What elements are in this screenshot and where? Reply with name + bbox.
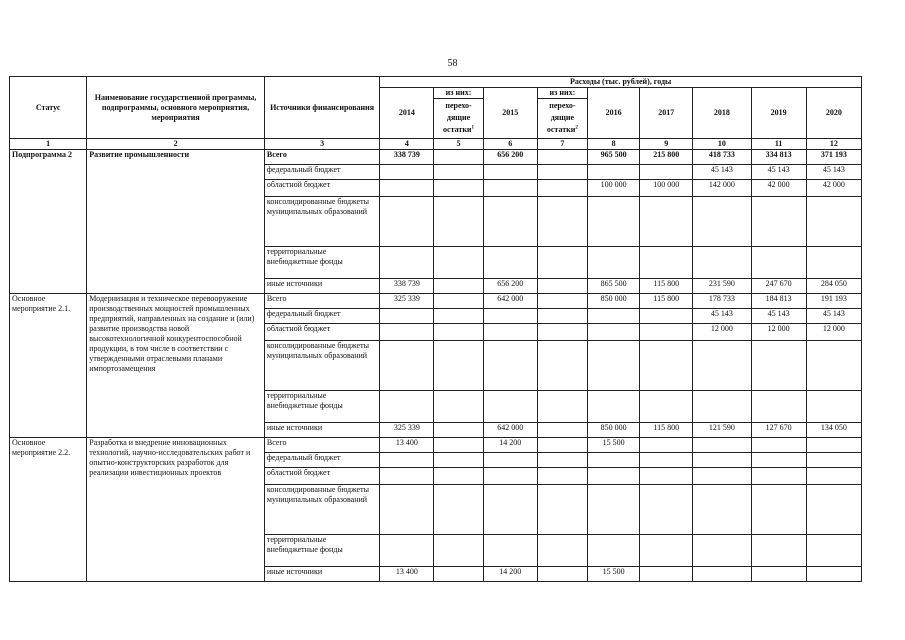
value-cell: 115 800 (640, 294, 693, 309)
value-cell (380, 247, 434, 279)
header-year-2020: 2020 (806, 88, 861, 139)
row-source: консолидированные бюджеты муниципальных образований (264, 341, 379, 391)
value-cell: 13 400 (380, 438, 434, 453)
value-cell (640, 485, 693, 535)
header-name: Наименование государственной программы, подпрограммы, основного мероприятия, мероприятия (87, 77, 265, 139)
row-name: Разработка и внедрение инновационных технологий, научно-исследовательских работ и опытно-конструкторских разработок для реализации инвестиционных проектов (87, 438, 265, 582)
value-cell: 134 050 (806, 423, 861, 438)
value-cell (537, 165, 587, 180)
column-number: 10 (693, 139, 751, 150)
value-cell: 231 590 (693, 279, 751, 294)
value-cell: 334 813 (751, 150, 806, 165)
value-cell (483, 309, 537, 324)
value-cell (751, 197, 806, 247)
carry-over-2-text: перехо-дящие остатки (546, 101, 576, 134)
value-cell (434, 567, 483, 582)
value-cell (483, 324, 537, 341)
value-cell (434, 468, 483, 485)
value-cell: 45 143 (806, 309, 861, 324)
row-source: федеральный бюджет (264, 165, 379, 180)
value-cell (640, 247, 693, 279)
value-cell (380, 324, 434, 341)
value-cell: 656 200 (483, 279, 537, 294)
row-source: территориальные внебюджетные фонды (264, 535, 379, 567)
value-cell (434, 438, 483, 453)
value-cell: 338 739 (380, 279, 434, 294)
value-cell: 45 143 (751, 165, 806, 180)
value-cell: 865 500 (587, 279, 639, 294)
value-cell (483, 165, 537, 180)
footnote-2-mark: 2 (575, 125, 578, 131)
value-cell (693, 567, 751, 582)
value-cell (806, 391, 861, 423)
row-source: иные источники (264, 423, 379, 438)
value-cell: 100 000 (640, 180, 693, 197)
value-cell (751, 247, 806, 279)
value-cell (483, 391, 537, 423)
value-cell: 15 500 (587, 567, 639, 582)
value-cell (537, 423, 587, 438)
value-cell (587, 309, 639, 324)
value-cell: 371 193 (806, 150, 861, 165)
row-source: федеральный бюджет (264, 309, 379, 324)
value-cell (640, 341, 693, 391)
value-cell: 100 000 (587, 180, 639, 197)
row-source: консолидированные бюджеты муниципальных образований (264, 197, 379, 247)
value-cell: 13 400 (380, 567, 434, 582)
value-cell: 325 339 (380, 423, 434, 438)
value-cell (537, 150, 587, 165)
value-cell (434, 453, 483, 468)
value-cell (693, 197, 751, 247)
value-cell: 42 000 (806, 180, 861, 197)
row-source: консолидированные бюджеты муниципальных образований (264, 485, 379, 535)
value-cell (587, 324, 639, 341)
value-cell (380, 197, 434, 247)
row-source: областной бюджет (264, 324, 379, 341)
value-cell: 12 000 (806, 324, 861, 341)
value-cell (751, 468, 806, 485)
value-cell: 12 000 (693, 324, 751, 341)
table-row (10, 294, 862, 309)
value-cell (434, 197, 483, 247)
value-cell (434, 341, 483, 391)
header-expenses: Расходы (тыс. рублей), годы (380, 77, 862, 88)
value-cell (483, 247, 537, 279)
page-number: 58 (447, 58, 458, 69)
row-name: Развитие промышленности (87, 150, 265, 294)
value-cell (587, 468, 639, 485)
value-cell (434, 485, 483, 535)
value-cell (751, 391, 806, 423)
value-cell (640, 391, 693, 423)
value-cell: 115 800 (640, 279, 693, 294)
value-cell (537, 468, 587, 485)
value-cell: 418 733 (693, 150, 751, 165)
value-cell (537, 391, 587, 423)
value-cell: 45 143 (693, 309, 751, 324)
row-source: Всего (264, 438, 379, 453)
value-cell (537, 324, 587, 341)
value-cell (751, 567, 806, 582)
value-cell: 45 143 (806, 165, 861, 180)
value-cell (434, 180, 483, 197)
value-cell (537, 535, 587, 567)
value-cell (380, 453, 434, 468)
value-cell (380, 341, 434, 391)
value-cell (434, 150, 483, 165)
value-cell (537, 485, 587, 535)
header-of-them-2: из них: (537, 88, 587, 99)
row-source: областной бюджет (264, 468, 379, 485)
value-cell (483, 453, 537, 468)
value-cell (380, 535, 434, 567)
value-cell (693, 391, 751, 423)
row-source: областной бюджет (264, 180, 379, 197)
column-number: 6 (483, 139, 537, 150)
value-cell (751, 535, 806, 567)
value-cell (751, 438, 806, 453)
header-carry-over-2 (537, 99, 587, 139)
value-cell (693, 468, 751, 485)
row-status: Основное мероприятие 2.2. (10, 438, 87, 582)
value-cell (380, 180, 434, 197)
value-cell (380, 468, 434, 485)
value-cell (380, 309, 434, 324)
value-cell: 121 590 (693, 423, 751, 438)
value-cell: 14 200 (483, 567, 537, 582)
row-source: Всего (264, 150, 379, 165)
value-cell: 850 000 (587, 294, 639, 309)
value-cell: 15 500 (587, 438, 639, 453)
row-source: иные источники (264, 279, 379, 294)
value-cell (640, 438, 693, 453)
value-cell: 178 733 (693, 294, 751, 309)
value-cell (380, 165, 434, 180)
value-cell (587, 391, 639, 423)
column-number: 3 (264, 139, 379, 150)
value-cell (434, 324, 483, 341)
value-cell (537, 247, 587, 279)
value-cell (587, 535, 639, 567)
table-body (10, 150, 862, 582)
value-cell (483, 341, 537, 391)
value-cell (434, 309, 483, 324)
value-cell (537, 180, 587, 197)
column-number: 1 (10, 139, 87, 150)
column-number: 8 (587, 139, 639, 150)
header-year-2019: 2019 (751, 88, 806, 139)
column-number: 7 (537, 139, 587, 150)
value-cell (483, 468, 537, 485)
value-cell (640, 453, 693, 468)
value-cell (434, 165, 483, 180)
row-source: Всего (264, 294, 379, 309)
column-number-row (10, 139, 862, 150)
value-cell (751, 453, 806, 468)
value-cell: 656 200 (483, 150, 537, 165)
value-cell (537, 294, 587, 309)
value-cell (483, 197, 537, 247)
value-cell (806, 247, 861, 279)
value-cell (537, 309, 587, 324)
header-year-2018: 2018 (693, 88, 751, 139)
value-cell (537, 279, 587, 294)
value-cell: 42 000 (751, 180, 806, 197)
value-cell (434, 391, 483, 423)
value-cell (806, 535, 861, 567)
value-cell: 325 339 (380, 294, 434, 309)
value-cell: 850 000 (587, 423, 639, 438)
value-cell (483, 180, 537, 197)
value-cell (751, 341, 806, 391)
value-cell (640, 324, 693, 341)
value-cell (434, 535, 483, 567)
row-status: Подпрограмма 2 (10, 150, 87, 294)
header-carry-over-1 (434, 99, 483, 139)
value-cell (806, 197, 861, 247)
value-cell (806, 485, 861, 535)
header-year-2015: 2015 (483, 88, 537, 139)
carry-over-1-text: перехо-дящие остатки (443, 101, 472, 134)
header-year-2017: 2017 (640, 88, 693, 139)
column-number: 4 (380, 139, 434, 150)
value-cell: 215 800 (640, 150, 693, 165)
value-cell: 191 193 (806, 294, 861, 309)
row-source: территориальные внебюджетные фонды (264, 247, 379, 279)
value-cell (693, 485, 751, 535)
column-number: 2 (87, 139, 265, 150)
value-cell (693, 438, 751, 453)
value-cell (537, 197, 587, 247)
value-cell (537, 341, 587, 391)
value-cell (587, 341, 639, 391)
header-sources: Источники финансирования (264, 77, 379, 139)
value-cell (434, 423, 483, 438)
header-of-them-1: из них: (434, 88, 483, 99)
table-header (10, 77, 862, 150)
financing-table (9, 76, 862, 582)
value-cell (640, 309, 693, 324)
value-cell (640, 197, 693, 247)
column-number: 5 (434, 139, 483, 150)
value-cell: 45 143 (693, 165, 751, 180)
column-number: 12 (806, 139, 861, 150)
header-status: Статус (10, 77, 87, 139)
value-cell: 642 000 (483, 423, 537, 438)
value-cell (587, 165, 639, 180)
table-row (10, 150, 862, 165)
value-cell (806, 438, 861, 453)
value-cell (640, 567, 693, 582)
value-cell (434, 247, 483, 279)
row-source: территориальные внебюджетные фонды (264, 391, 379, 423)
value-cell (434, 279, 483, 294)
value-cell (483, 485, 537, 535)
value-cell (806, 468, 861, 485)
value-cell (587, 485, 639, 535)
value-cell: 45 143 (751, 309, 806, 324)
table-row (10, 438, 862, 453)
value-cell (537, 567, 587, 582)
value-cell: 142 000 (693, 180, 751, 197)
footnote-1-mark: 1 (471, 125, 475, 131)
value-cell: 642 000 (483, 294, 537, 309)
value-cell (537, 453, 587, 468)
value-cell (587, 247, 639, 279)
value-cell (693, 535, 751, 567)
row-status: Основное мероприятие 2.1. (10, 294, 87, 438)
header-year-2014: 2014 (380, 88, 434, 139)
value-cell (640, 165, 693, 180)
value-cell (537, 438, 587, 453)
value-cell: 284 050 (806, 279, 861, 294)
value-cell: 184 813 (751, 294, 806, 309)
value-cell (434, 294, 483, 309)
row-name: Модернизация и техническое перевооружение производственных мощностей промышленных предприятий, направленных на создание и (или) развитие производства новой высокотехнологичной конкурентоспособной продукции, в том числе в соответствии с утвержденными отраслевыми планами импортозамещения (87, 294, 265, 438)
value-cell (380, 485, 434, 535)
column-number: 9 (640, 139, 693, 150)
value-cell (640, 468, 693, 485)
value-cell (380, 391, 434, 423)
value-cell (806, 453, 861, 468)
value-cell (806, 341, 861, 391)
value-cell: 127 670 (751, 423, 806, 438)
row-source: федеральный бюджет (264, 453, 379, 468)
value-cell (640, 535, 693, 567)
value-cell (751, 485, 806, 535)
header-year-2016: 2016 (587, 88, 639, 139)
value-cell: 12 000 (751, 324, 806, 341)
value-cell: 115 800 (640, 423, 693, 438)
value-cell (587, 197, 639, 247)
value-cell (693, 453, 751, 468)
value-cell (693, 341, 751, 391)
value-cell: 338 739 (380, 150, 434, 165)
value-cell: 247 670 (751, 279, 806, 294)
value-cell: 965 500 (587, 150, 639, 165)
value-cell (693, 247, 751, 279)
row-source: иные источники (264, 567, 379, 582)
value-cell (806, 567, 861, 582)
value-cell (483, 535, 537, 567)
value-cell (587, 453, 639, 468)
value-cell: 14 200 (483, 438, 537, 453)
column-number: 11 (751, 139, 806, 150)
